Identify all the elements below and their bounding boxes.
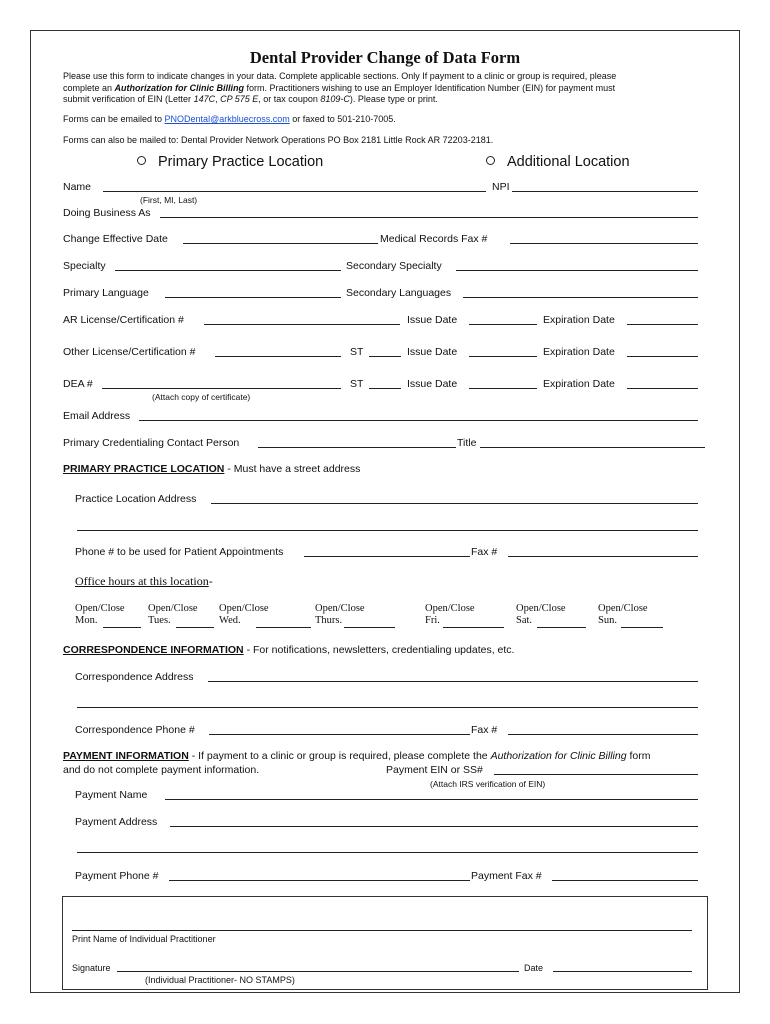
- letter-cp575e: CP 575 E: [220, 94, 259, 104]
- open-close-label: Open/Close: [315, 603, 365, 614]
- other-issue-date-label: Issue Date: [407, 346, 458, 358]
- hours-wed: [219, 603, 269, 627]
- signature-field[interactable]: [117, 971, 519, 972]
- other-license-field[interactable]: [215, 356, 341, 357]
- print-name-field[interactable]: [72, 930, 692, 931]
- change-effective-field[interactable]: [183, 243, 378, 244]
- payment-name-label: Payment Name: [75, 789, 148, 801]
- name-label: Name: [63, 181, 92, 193]
- payment-note-a: - If payment to a clinic or group is required, please complete the: [188, 750, 491, 762]
- correspondence-address-field[interactable]: [208, 681, 698, 682]
- primary-location-heading: [63, 463, 360, 475]
- email-instructions: [63, 113, 396, 125]
- dea-issue-date-label: Issue Date: [407, 378, 458, 390]
- payment-ein-hint: (Attach IRS verification of EIN): [430, 779, 546, 789]
- email-field[interactable]: [139, 420, 698, 421]
- correspondence-address-field-2[interactable]: [77, 707, 698, 708]
- intro-line-1: Please use this form to indicate changes in your data. Complete applicable sections. Only If payment to a clinic or group is required, please: [63, 71, 617, 81]
- payment-address-field-2[interactable]: [77, 852, 698, 853]
- contact-title-field[interactable]: [480, 447, 705, 448]
- fax-number-text: or faxed to 501-210-7005.: [289, 114, 396, 124]
- dea-st-label: ST: [350, 378, 364, 390]
- intro-line-3g: ). Please type or print.: [349, 94, 438, 104]
- form-border: [30, 30, 740, 993]
- credentialing-contact-field[interactable]: [258, 447, 456, 448]
- payment-ein-label: Payment EIN or SS#: [386, 764, 483, 776]
- payment-phone-field[interactable]: [169, 880, 470, 881]
- option-additional-label: Additional Location: [507, 154, 630, 170]
- open-close-label: Open/Close: [219, 603, 269, 614]
- intro-line-2a: complete an: [63, 82, 115, 93]
- medical-fax-field[interactable]: [510, 243, 698, 244]
- day-label: Wed.: [219, 615, 241, 626]
- payment-heading: [63, 750, 650, 762]
- payment-address-field[interactable]: [170, 826, 698, 827]
- payment-note-c: form: [626, 750, 651, 762]
- ar-expiration-label: Expiration Date: [543, 314, 615, 326]
- primary-language-label: Primary Language: [63, 287, 149, 299]
- hours-tue-field[interactable]: [176, 627, 214, 628]
- dea-hint: (Attach copy of certificate): [152, 392, 251, 402]
- primary-location-note: - Must have a street address: [224, 463, 361, 475]
- dea-expiration-label: Expiration Date: [543, 378, 615, 390]
- payment-clinic-billing-ref: Authorization for Clinic Billing: [490, 750, 627, 762]
- hours-fri-field[interactable]: [443, 627, 504, 628]
- hours-tue: [148, 603, 198, 627]
- email-label: Email Address: [63, 410, 131, 422]
- signature-label: Signature: [72, 963, 111, 973]
- contact-title-label: Title: [457, 437, 477, 449]
- hours-thu-field[interactable]: [344, 627, 395, 628]
- payment-name-field[interactable]: [165, 799, 698, 800]
- correspondence-note: - For notifications, newsletters, credentialing updates, etc.: [243, 644, 515, 656]
- correspondence-phone-label: Correspondence Phone #: [75, 724, 195, 736]
- intro-line-3a: submit verification of EIN (Letter: [63, 94, 194, 104]
- signature-hint: (Individual Practitioner- NO STAMPS): [145, 975, 295, 985]
- open-close-label: Open/Close: [598, 603, 648, 614]
- name-hint: (First, MI, Last): [140, 195, 198, 205]
- correspondence-fax-label: Fax #: [471, 724, 498, 736]
- hours-mon: [75, 603, 125, 627]
- payment-heading-text: PAYMENT INFORMATION: [63, 750, 189, 762]
- payment-fax-label: Payment Fax #: [471, 870, 542, 882]
- dba-label: Doing Business As: [63, 207, 151, 219]
- dba-field[interactable]: [160, 217, 698, 218]
- dea-expiration-field[interactable]: [627, 388, 698, 389]
- signature-date-label: Date: [524, 963, 544, 973]
- office-hours-heading: [75, 575, 213, 587]
- option-primary-label: Primary Practice Location: [158, 154, 324, 170]
- medical-fax-label: Medical Records Fax #: [380, 233, 488, 245]
- day-label: Sat.: [516, 615, 533, 626]
- other-issue-date-field[interactable]: [469, 356, 537, 357]
- radio-icon[interactable]: [137, 156, 146, 165]
- hours-sat-field[interactable]: [537, 627, 586, 628]
- name-field[interactable]: [103, 191, 486, 192]
- signature-date-field[interactable]: [553, 971, 692, 972]
- payment-note-line2: and do not complete payment information.: [63, 764, 260, 776]
- hours-sun-field[interactable]: [621, 627, 663, 628]
- letter-147c: 147C: [193, 94, 216, 104]
- practice-address-field-2[interactable]: [77, 530, 698, 531]
- payment-ein-field[interactable]: [494, 774, 698, 775]
- correspondence-address-label: Correspondence Address: [75, 671, 194, 683]
- ar-license-field[interactable]: [204, 324, 400, 325]
- hours-sat: [516, 603, 566, 627]
- intro-line-3e: , or tax coupon: [258, 94, 321, 104]
- hours-wed-field[interactable]: [256, 627, 311, 628]
- payment-phone-label: Payment Phone #: [75, 870, 159, 882]
- radio-icon[interactable]: [486, 156, 495, 165]
- primary-location-heading-text: PRIMARY PRACTICE LOCATION: [63, 463, 225, 475]
- specialty-label: Specialty: [63, 260, 106, 272]
- ar-license-label: AR License/Certification #: [63, 314, 184, 326]
- correspondence-heading-text: CORRESPONDENCE INFORMATION: [63, 644, 244, 656]
- day-label: Mon.: [75, 615, 98, 626]
- practice-address-field[interactable]: [211, 503, 698, 504]
- practice-fax-label: Fax #: [471, 546, 498, 558]
- office-hours-text: Office hours at this location: [75, 574, 209, 588]
- practice-fax-field[interactable]: [508, 556, 698, 557]
- credentialing-contact-label: Primary Credentialing Contact Person: [63, 437, 240, 449]
- hours-mon-field[interactable]: [103, 627, 141, 628]
- day-label: Sun.: [598, 615, 617, 626]
- day-label: Tues.: [148, 615, 171, 626]
- other-license-label: Other License/Certification #: [63, 346, 196, 358]
- secondary-specialty-label: Secondary Specialty: [346, 260, 442, 272]
- mail-instructions: Forms can also be mailed to: Dental Provider Network Operations PO Box 2181 Little Rock AR 72203-2181.: [63, 135, 494, 145]
- practice-address-label: Practice Location Address: [75, 493, 197, 505]
- secondary-languages-field[interactable]: [463, 297, 698, 298]
- day-label: Fri.: [425, 615, 440, 626]
- email-link[interactable]: PNODental@arkbluecross.com: [164, 114, 290, 124]
- email-prefix: Forms can be emailed to: [63, 114, 165, 124]
- open-close-label: Open/Close: [148, 603, 198, 614]
- change-effective-label: Change Effective Date: [63, 233, 168, 245]
- appointment-phone-field[interactable]: [304, 556, 470, 557]
- secondary-specialty-field[interactable]: [456, 270, 698, 271]
- correspondence-heading: [63, 644, 514, 656]
- payment-address-label: Payment Address: [75, 816, 158, 828]
- npi-label: NPI: [492, 181, 510, 193]
- coupon-8109c: 8109-C: [320, 94, 350, 104]
- hours-fri: [425, 603, 475, 627]
- open-close-label: Open/Close: [516, 603, 566, 614]
- hours-thu: [315, 603, 365, 627]
- dea-st-field[interactable]: [369, 388, 401, 389]
- office-hours-dash: -: [208, 574, 213, 588]
- other-expiration-label: Expiration Date: [543, 346, 615, 358]
- option-primary-location[interactable]: [137, 154, 323, 170]
- hours-sun: [598, 603, 648, 627]
- secondary-languages-label: Secondary Languages: [346, 287, 452, 299]
- payment-fax-field[interactable]: [552, 880, 698, 881]
- dea-issue-date-field[interactable]: [469, 388, 537, 389]
- print-name-label: Print Name of Individual Practitioner: [72, 934, 216, 944]
- correspondence-phone-field[interactable]: [209, 734, 470, 735]
- specialty-field[interactable]: [115, 270, 341, 271]
- ar-expiration-field[interactable]: [627, 324, 698, 325]
- option-additional-location[interactable]: [486, 154, 630, 170]
- appointment-phone-label: Phone # to be used for Patient Appointments: [75, 546, 284, 558]
- open-close-label: Open/Close: [425, 603, 475, 614]
- day-label: Thurs.: [315, 615, 343, 626]
- npi-field[interactable]: [512, 191, 698, 192]
- intro-line-2c: form. Practitioners wishing to use an Employer Identification Number (EIN) for payment must: [244, 82, 616, 93]
- open-close-label: Open/Close: [75, 603, 125, 614]
- clinic-billing-form-ref: Authorization for Clinic Billing: [114, 82, 245, 93]
- ar-issue-date-label: Issue Date: [407, 314, 458, 326]
- other-st-field[interactable]: [369, 356, 401, 357]
- form-title: Dental Provider Change of Data Form: [249, 48, 521, 67]
- other-st-label: ST: [350, 346, 364, 358]
- dea-field[interactable]: [102, 388, 341, 389]
- dea-label: DEA #: [63, 378, 93, 390]
- primary-language-field[interactable]: [165, 297, 341, 298]
- intro-sep: ,: [215, 94, 221, 104]
- ar-issue-date-field[interactable]: [469, 324, 537, 325]
- correspondence-fax-field[interactable]: [508, 734, 698, 735]
- intro-paragraph: [63, 71, 708, 106]
- other-expiration-field[interactable]: [627, 356, 698, 357]
